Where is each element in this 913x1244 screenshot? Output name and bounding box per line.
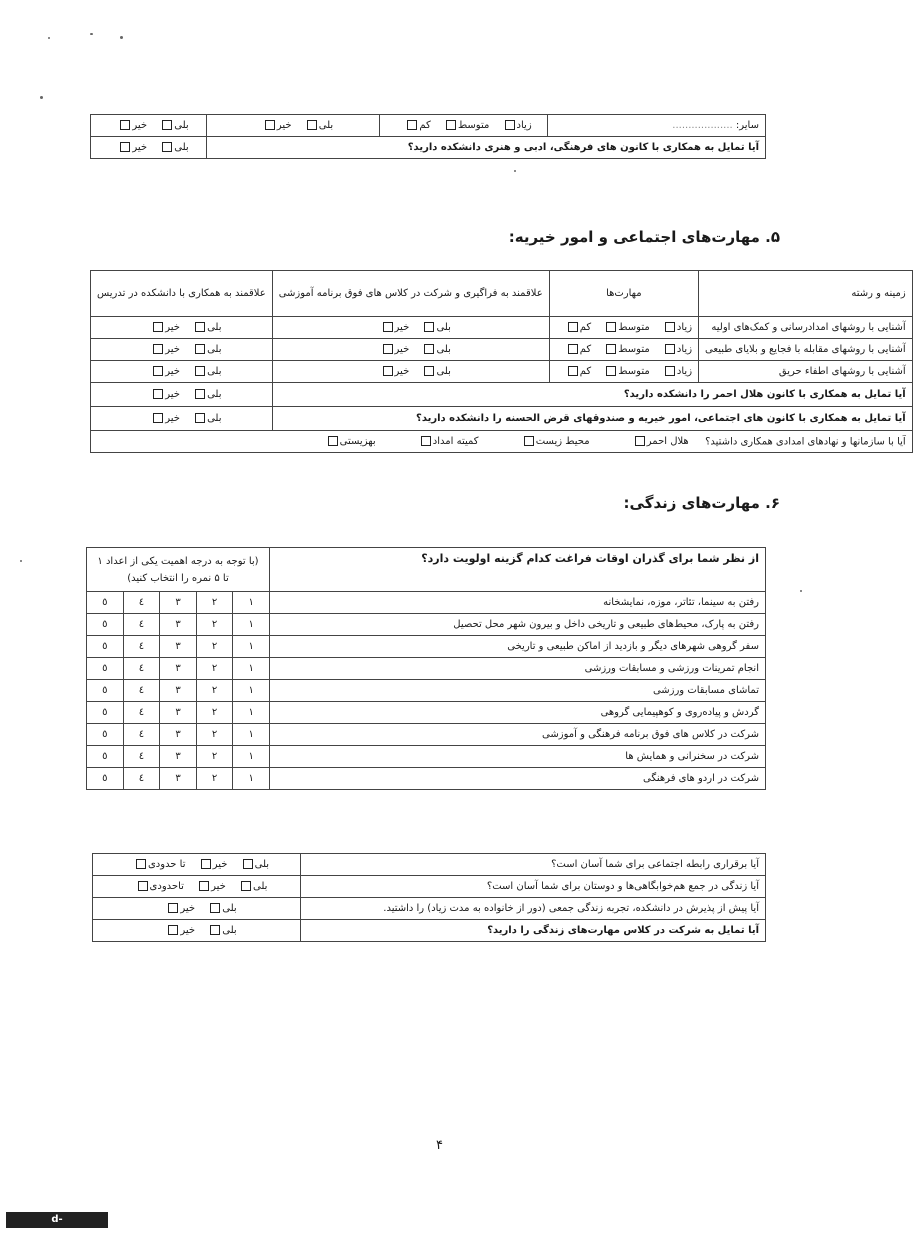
red-crescent-question: آیا تمایل به همکاری با کانون هلال احمر را دانشکده دارید؟ <box>272 383 912 407</box>
relief-orgs-row <box>91 431 913 453</box>
table-row <box>87 768 766 790</box>
no-label: خیر <box>132 119 148 131</box>
no-checkbox[interactable] <box>153 322 163 332</box>
yes-label: بلی <box>253 880 268 892</box>
yes-label: بلی <box>436 321 451 333</box>
leisure-item: شرکت در اردو های فرهنگی <box>270 768 766 790</box>
yes-checkbox[interactable] <box>162 120 172 130</box>
no-checkbox[interactable] <box>265 120 275 130</box>
relief-orgs-question: آیا با سازمانها و نهادهای امدادی همکاری داشتید؟ <box>705 436 906 448</box>
no-checkbox[interactable] <box>153 366 163 376</box>
table-row <box>87 702 766 724</box>
no-checkbox[interactable] <box>383 322 393 332</box>
yes-label: بلی <box>207 412 222 424</box>
no-label: خیر <box>276 119 292 131</box>
yes-label: بلی <box>254 858 270 870</box>
section6-heading: ۶. مهارت‌های زندگی: <box>623 494 780 512</box>
score-2[interactable]: ۲ <box>196 746 233 768</box>
score-4[interactable]: ٤ <box>123 768 160 790</box>
score-3[interactable]: ۳ <box>160 658 197 680</box>
table-row <box>87 614 766 636</box>
welfare-checkbox[interactable] <box>328 436 338 446</box>
table-row <box>93 898 766 920</box>
leisure-item: انجام تمرینات ورزشی و مسابقات ورزشی <box>270 658 766 680</box>
yes-checkbox[interactable] <box>424 366 434 376</box>
score-4[interactable]: ٤ <box>123 702 160 724</box>
other-label: سایر: <box>735 120 759 131</box>
score-5[interactable]: ٥ <box>87 746 124 768</box>
no-label: خیر <box>165 321 180 333</box>
no-checkbox[interactable] <box>168 925 178 935</box>
life-question: آیا تمایل به شرکت در کلاس مهارت‌های زندگی را دارید؟ <box>301 920 766 942</box>
somewhat-label: تاحدودی <box>149 880 184 892</box>
no-label: خیر <box>132 141 148 153</box>
somewhat-checkbox[interactable] <box>136 859 146 869</box>
yes-checkbox[interactable] <box>424 344 434 354</box>
level-medium-label: متوسط <box>618 343 650 355</box>
score-2[interactable]: ۲ <box>196 702 233 724</box>
level-medium-checkbox[interactable] <box>606 366 616 376</box>
no-label: خیر <box>165 412 180 424</box>
level-options <box>549 361 698 383</box>
score-4[interactable]: ٤ <box>123 658 160 680</box>
no-checkbox[interactable] <box>199 881 209 891</box>
training-interest-header: علاقمند به فراگیری و شرکت در کلاس های فوق برنامه آموزشی <box>272 271 549 317</box>
training-options <box>272 317 549 339</box>
row-label: آشنایی با روشهای امدادرسانی و کمک‌های اولیه <box>699 317 913 339</box>
leisure-item: رفتن به سینما، تئاتر، موزه، نمایشخانه <box>270 592 766 614</box>
somewhat-checkbox[interactable] <box>138 881 148 891</box>
other-field[interactable]: سایر: ................... <box>548 115 766 137</box>
level-high-checkbox[interactable] <box>665 366 675 376</box>
level-low-label: کم <box>419 119 431 131</box>
level-high-label: زیاد <box>676 365 693 377</box>
leisure-item: گردش و پیاده‌روی و کوهپیمایی گروهی <box>270 702 766 724</box>
no-label: خیر <box>394 365 410 377</box>
row-label: آشنایی با روشهای مقابله با فجایع و بلایای طبیعی <box>699 339 913 361</box>
section5-heading: ۵. مهارت‌های اجتماعی و امور خیریه: <box>508 228 780 246</box>
table-row <box>87 636 766 658</box>
level-medium-checkbox[interactable] <box>446 120 456 130</box>
level-high-checkbox[interactable] <box>665 322 675 332</box>
score-2[interactable]: ۲ <box>196 614 233 636</box>
leisure-item: تماشای مسابقات ورزشی <box>270 680 766 702</box>
life-options <box>93 920 301 942</box>
yes-label: بلی <box>174 141 189 153</box>
yes-checkbox[interactable] <box>195 366 205 376</box>
no-label: خیر <box>180 902 196 914</box>
no-checkbox[interactable] <box>153 413 163 423</box>
level-low-label: کم <box>579 321 592 333</box>
score-2[interactable]: ۲ <box>196 768 233 790</box>
score-1[interactable]: ۱ <box>233 768 270 790</box>
table-row <box>91 317 913 339</box>
yes-label: بلی <box>318 119 334 131</box>
no-checkbox[interactable] <box>383 366 393 376</box>
score-2[interactable]: ۲ <box>196 680 233 702</box>
field-header: زمینه و رشته <box>699 271 913 317</box>
score-3[interactable]: ۳ <box>160 768 197 790</box>
table-row <box>87 658 766 680</box>
score-4[interactable]: ٤ <box>123 724 160 746</box>
yes-label: بلی <box>436 343 451 355</box>
life-options <box>93 854 301 876</box>
red-crescent-options <box>91 383 273 407</box>
leisure-question: از نظر شما برای گذران اوقات فراغت کدام گزینه اولویت دارد؟ <box>270 548 766 592</box>
leisure-item: شرکت در کلاس های فوق برنامه فرهنگی و آموزشی <box>270 724 766 746</box>
yes-checkbox[interactable] <box>243 859 253 869</box>
environment-checkbox[interactable] <box>524 436 534 446</box>
yes-checkbox[interactable] <box>210 903 220 913</box>
level-low-label: کم <box>579 365 592 377</box>
other-teaching-options <box>91 115 207 137</box>
score-5[interactable]: ٥ <box>87 680 124 702</box>
no-checkbox[interactable] <box>383 344 393 354</box>
life-question: آیا برقراری رابطه اجتماعی برای شما آسان است؟ <box>301 854 766 876</box>
life-skills-table <box>92 853 766 942</box>
table-row <box>87 592 766 614</box>
somewhat-label: تا حدودی <box>147 858 186 870</box>
table-row <box>93 876 766 898</box>
no-checkbox[interactable] <box>153 344 163 354</box>
table-row <box>91 361 913 383</box>
environment-label: محیط زیست <box>535 435 590 447</box>
score-3[interactable]: ۳ <box>160 636 197 658</box>
yes-label: بلی <box>207 388 222 400</box>
no-checkbox[interactable] <box>153 389 163 399</box>
level-medium-label: متوسط <box>457 119 490 131</box>
site-watermark: d-isfahan.tvu.ac.ir <box>6 1212 108 1228</box>
other-training-options <box>207 115 380 137</box>
level-medium-checkbox[interactable] <box>606 344 616 354</box>
level-high-label: زیاد <box>676 343 693 355</box>
red-crescent-checkbox[interactable] <box>635 436 645 446</box>
cultural-question: آیا تمایل به همکاری با کانون های فرهنگی، ادبی و هنری دانشکده دارید؟ <box>207 137 766 159</box>
life-question: آیا پیش از پذیرش در دانشکده، تجربه زندگی جمعی (دور از خانواده به مدت زیاد) را داشتید. <box>301 898 766 920</box>
score-3[interactable]: ۳ <box>160 680 197 702</box>
score-4[interactable]: ٤ <box>123 680 160 702</box>
level-options <box>549 339 698 361</box>
yes-label: بلی <box>174 119 189 131</box>
table-row <box>93 920 766 942</box>
yes-label: بلی <box>222 924 237 936</box>
yes-label: بلی <box>222 902 237 914</box>
score-1[interactable]: ۱ <box>233 702 270 724</box>
score-1[interactable]: ۱ <box>233 636 270 658</box>
table-row <box>87 680 766 702</box>
score-1[interactable]: ۱ <box>233 592 270 614</box>
relief-committee-checkbox[interactable] <box>421 436 431 446</box>
score-4[interactable]: ٤ <box>123 614 160 636</box>
no-label: خیر <box>165 388 180 400</box>
yes-checkbox[interactable] <box>424 322 434 332</box>
score-2[interactable]: ۲ <box>196 724 233 746</box>
table-row <box>93 854 766 876</box>
table-row <box>91 339 913 361</box>
leisure-item: شرکت در سخنرانی و همایش ها <box>270 746 766 768</box>
life-options <box>93 898 301 920</box>
no-label: خیر <box>165 365 180 377</box>
yes-checkbox[interactable] <box>241 881 251 891</box>
row-label: آشنایی با روشهای اطفاء حریق <box>699 361 913 383</box>
charity-question: آیا تمایل به همکاری با کانون های اجتماعی، امور خیریه و صندوقهای قرض الحسنه را دانشکده دارید؟ <box>272 407 912 431</box>
leisure-item: رفتن به پارک، محیط‌های طبیعی و تاریخی داخل و بیرون شهر محل تحصیل <box>270 614 766 636</box>
level-low-label: کم <box>579 343 592 355</box>
score-2[interactable]: ۲ <box>196 658 233 680</box>
score-4[interactable]: ٤ <box>123 592 160 614</box>
yes-label: بلی <box>207 321 222 333</box>
teaching-options <box>91 339 273 361</box>
no-checkbox[interactable] <box>120 142 130 152</box>
score-1[interactable]: ۱ <box>233 614 270 636</box>
no-label: خیر <box>180 924 196 936</box>
charity-options <box>91 407 273 431</box>
score-5[interactable]: ٥ <box>87 702 124 724</box>
level-medium-label: متوسط <box>618 365 650 377</box>
score-5[interactable]: ٥ <box>87 658 124 680</box>
yes-checkbox[interactable] <box>195 344 205 354</box>
no-label: خیر <box>211 880 226 892</box>
yes-label: بلی <box>436 365 451 377</box>
life-options <box>93 876 301 898</box>
teaching-interest-header: علاقمند به همکاری با دانشکده در تدریس <box>91 271 273 317</box>
no-checkbox[interactable] <box>120 120 130 130</box>
yes-checkbox[interactable] <box>195 389 205 399</box>
score-5[interactable]: ٥ <box>87 592 124 614</box>
score-3[interactable]: ۳ <box>160 746 197 768</box>
level-medium-label: متوسط <box>618 321 650 333</box>
score-1[interactable]: ۱ <box>233 746 270 768</box>
no-checkbox[interactable] <box>168 903 178 913</box>
table-row <box>87 746 766 768</box>
level-medium-checkbox[interactable] <box>606 322 616 332</box>
welfare-label: بهزیستی <box>339 435 376 447</box>
score-5[interactable]: ٥ <box>87 724 124 746</box>
cultural-options <box>91 137 207 159</box>
level-high-label: زیاد <box>676 321 693 333</box>
yes-checkbox[interactable] <box>162 142 172 152</box>
score-2[interactable]: ۲ <box>196 636 233 658</box>
page-number: ۴ <box>436 1138 443 1153</box>
top-table <box>90 114 766 159</box>
score-3[interactable]: ۳ <box>160 724 197 746</box>
leisure-item: سفر گروهی شهرهای دیگر و بازدید از اماکن طبیعی و تاریخی <box>270 636 766 658</box>
social-skills-table <box>90 270 913 453</box>
score-5[interactable]: ٥ <box>87 768 124 790</box>
score-2[interactable]: ۲ <box>196 592 233 614</box>
level-high-label: زیاد <box>516 119 532 131</box>
yes-checkbox[interactable] <box>195 413 205 423</box>
no-label: خیر <box>212 858 228 870</box>
skills-header: مهارت‌ها <box>549 271 698 317</box>
score-3[interactable]: ۳ <box>160 592 197 614</box>
no-label: خیر <box>165 343 180 355</box>
score-5[interactable]: ٥ <box>87 614 124 636</box>
level-options <box>549 317 698 339</box>
relief-committee-label: کمیته امداد <box>432 435 479 447</box>
score-5[interactable]: ٥ <box>87 636 124 658</box>
red-crescent-label: هلال احمر <box>646 435 689 447</box>
table-row <box>87 724 766 746</box>
level-low-checkbox[interactable] <box>568 366 578 376</box>
no-checkbox[interactable] <box>201 859 211 869</box>
yes-checkbox[interactable] <box>307 120 317 130</box>
score-4[interactable]: ٤ <box>123 746 160 768</box>
no-label: خیر <box>394 321 410 333</box>
training-options <box>272 361 549 383</box>
score-4[interactable]: ٤ <box>123 636 160 658</box>
yes-checkbox[interactable] <box>210 925 220 935</box>
training-options <box>272 339 549 361</box>
score-1[interactable]: ۱ <box>233 680 270 702</box>
teaching-options <box>91 317 273 339</box>
score-1[interactable]: ۱ <box>233 658 270 680</box>
yes-label: بلی <box>207 343 222 355</box>
leisure-instruction: (با توجه به درجه اهمیت یکی از اعداد ۱ تا ۵ نمره را انتخاب کنید) <box>87 548 270 592</box>
level-high-checkbox[interactable] <box>505 120 515 130</box>
no-label: خیر <box>394 343 410 355</box>
teaching-options <box>91 361 273 383</box>
leisure-priority-table <box>86 547 766 790</box>
level-low-checkbox[interactable] <box>568 322 578 332</box>
yes-checkbox[interactable] <box>195 322 205 332</box>
life-question: آیا زندگی در جمع هم‌خوابگاهی‌ها و دوستان برای شما آسان است؟ <box>301 876 766 898</box>
level-low-checkbox[interactable] <box>407 120 417 130</box>
score-1[interactable]: ۱ <box>233 724 270 746</box>
score-3[interactable]: ۳ <box>160 702 197 724</box>
level-low-checkbox[interactable] <box>568 344 578 354</box>
other-level-options <box>380 115 548 137</box>
yes-label: بلی <box>207 365 222 377</box>
score-3[interactable]: ۳ <box>160 614 197 636</box>
level-high-checkbox[interactable] <box>665 344 675 354</box>
